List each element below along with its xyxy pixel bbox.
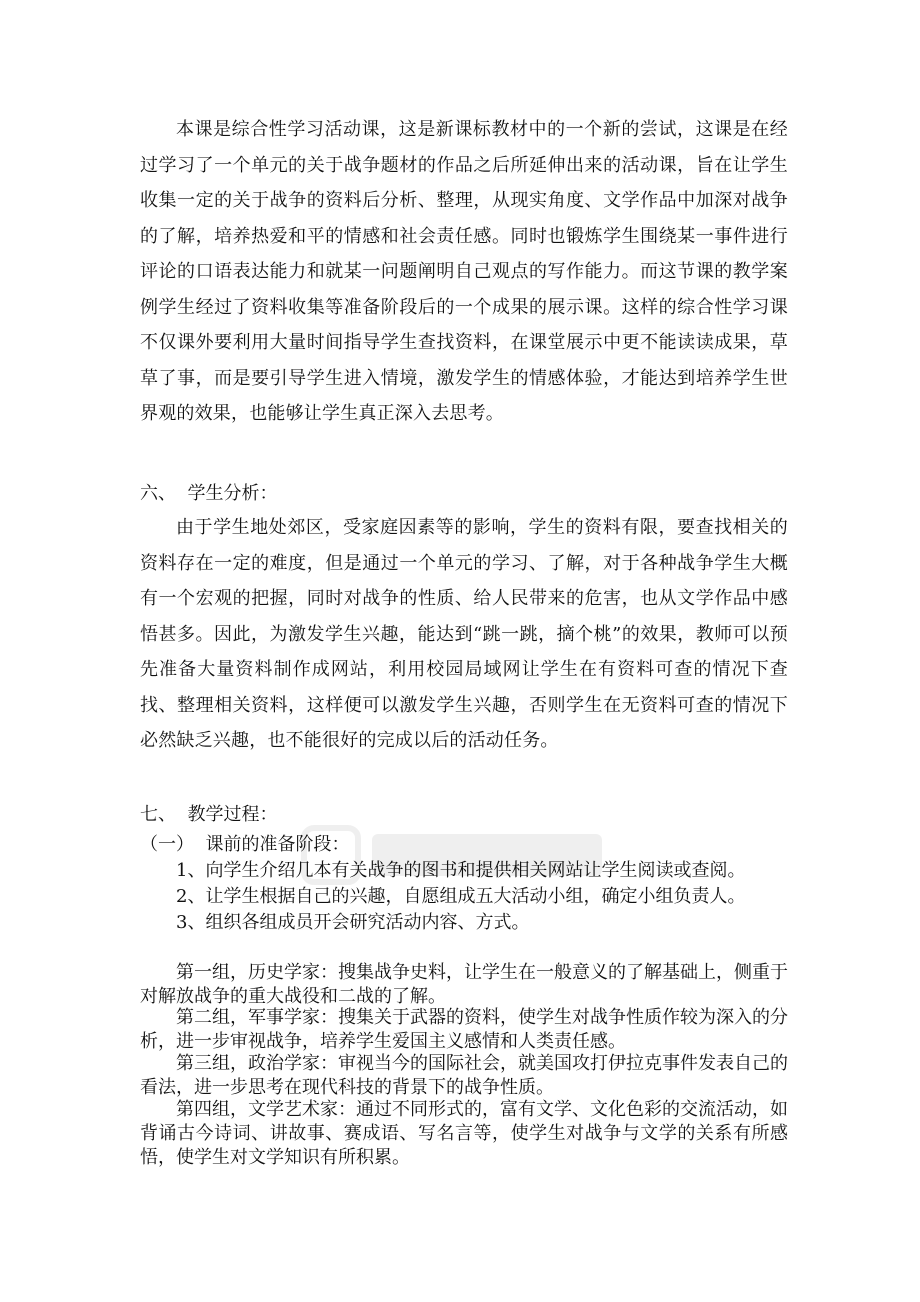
- group-three-paragraph: 第三组，政治学家：审视当今的国际社会，就美国攻打伊拉克事件发表自己的看法，进一步思考在现代科技的背景下的战争性质。: [140, 1053, 788, 1098]
- group-one-paragraph: 第一组，历史学家：搜集战争史料，让学生在一般意义的了解基础上，侧重于对解放战争的重大战役和二战的了解。: [140, 962, 788, 1007]
- prep-list-item: 3、组织各组成员开会研究活动内容、方式。: [176, 912, 530, 933]
- student-analysis-paragraph: 由于学生地处郊区，受家庭因素等的影响，学生的资料有限，要查找相关的资料存在一定的难度，但是通过一个单元的学习、了解，对于各种战争学生大概有一个宏观的把握，同时对战争的性质、给人民带来的危害，也从文学作品中感悟甚多。因此，为激发学生兴趣，能达到“跳一跳，摘个桃”的效果，教师可以预先准备大量资料制作成网站，利用校园局域网让学生在有资料可查的情况下查找、整理相关资料，这样便可以激发学生兴趣，否则学生在无资料可查的情况下必然缺乏兴趣，也不能很好的完成以后的活动任务。: [140, 517, 788, 751]
- prep-list-item: 1、向学生介绍几本有关战争的图书和提供相关网站让学生阅读或查阅。: [176, 860, 746, 881]
- section-six-heading: 六、 学生分析：: [140, 483, 278, 504]
- group-four-paragraph: 第四组，文学艺术家：通过不同形式的，富有文学、文化色彩的交流活动，如背诵古今诗词、讲故事、赛成语、写名言等，使学生对战争与文学的关系有所感悟，使学生对文学知识有所积累。: [140, 1099, 788, 1168]
- section-seven-heading: 七、 教学过程：: [140, 804, 278, 825]
- intro-paragraph: 本课是综合性学习活动课，这是新课标教材中的一个新的尝试，这课是在经过学习了一个单元的关于战争题材的作品之后所延伸出来的活动课，旨在让学生收集一定的关于战争的资料后分析、整理，从现实角度、文学作品中加深对战争的了解，培养热爱和平的情感和社会责任感。同时也锻炼学生围绕某一事件进行评论的口语表达能力和就某一问题阐明自己观点的写作能力。而这节课的教学案例学生经过了资料收集等准备阶段后的一个成果的展示课。这样的综合性学习课不仅课外要利用大量时间指导学生查找资料，在课堂展示中更不能读读成果，草草了事，而是要引导学生进入情境，激发学生的情感体验，才能达到培养学生世界观的效果，也能够让学生真正深入去思考。: [140, 119, 788, 424]
- prep-list-item: 2、让学生根据自己的兴趣，自愿组成五大活动小组，确定小组负责人。: [176, 886, 746, 907]
- preparation-stage-heading: （一） 课前的准备阶段：: [140, 834, 350, 855]
- group-two-paragraph: 第二组，军事学家：搜集关于武器的资料，使学生对战争性质作较为深入的分析，进一步审视战争，培养学生爱国主义感情和人类责任感。: [140, 1007, 788, 1052]
